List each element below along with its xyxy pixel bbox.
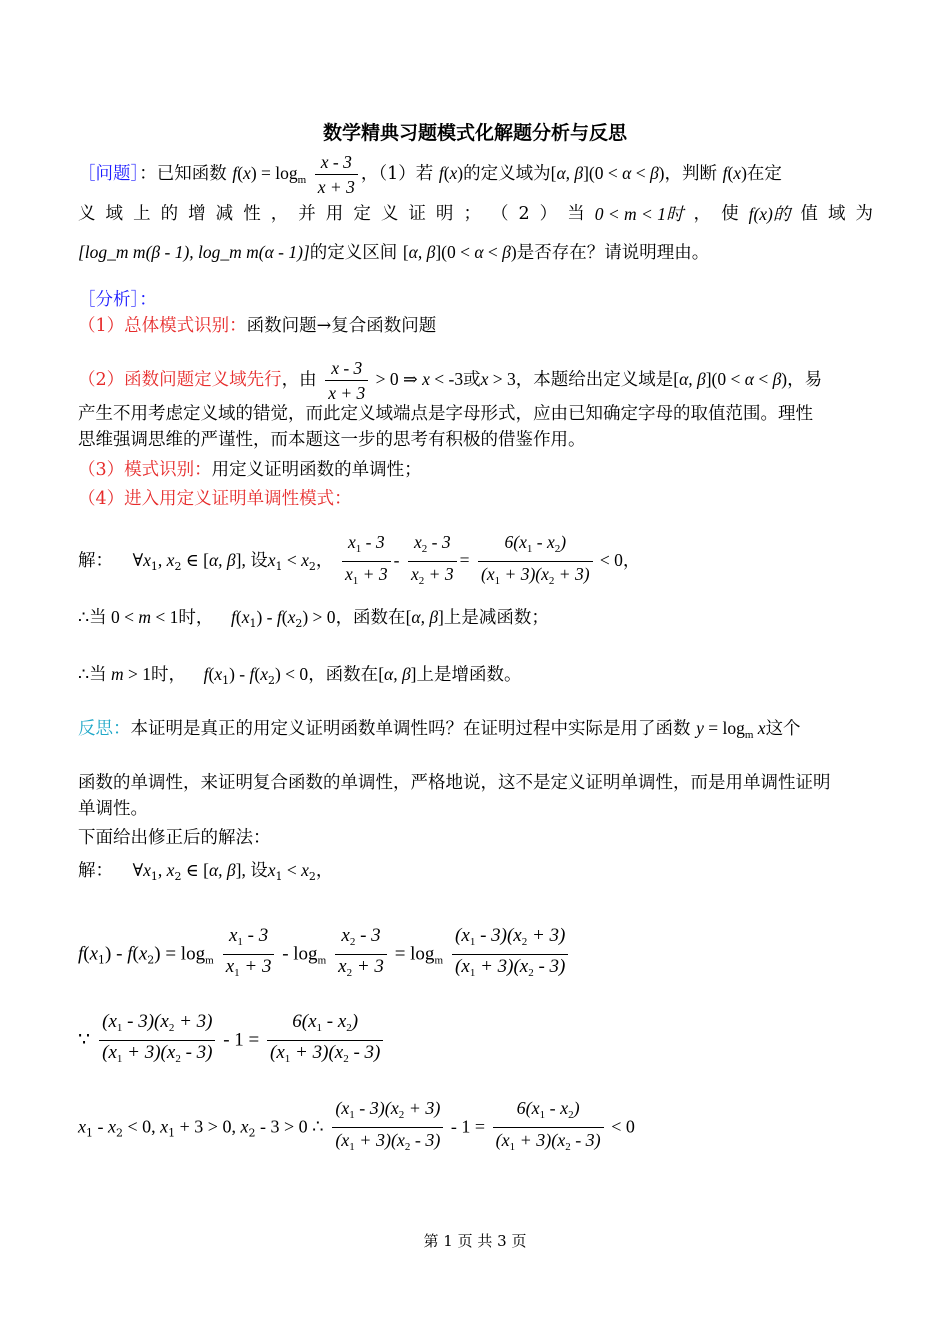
reflection-line-4: 下面给出修正后的解法： bbox=[78, 828, 271, 848]
analysis-item-2: （2）函数问题定义域先行，由 $\frac{x - 3}{x + 3}$ > 0 ⇒ x < -3或x > 3，本题给出定义域是[α, β](0 < α < β)，易 bbox=[78, 358, 823, 403]
page-title: 数学精典习题模式化解题分析与反思 bbox=[322, 122, 627, 144]
analysis-item-2-line-3: 思维强调思维的严谨性，而本题这一步的思考有积极的借鉴作用。 bbox=[78, 430, 586, 450]
formula-fraction: $\frac{x - 3}{x + 3}$ bbox=[315, 150, 358, 199]
solution-2-line-1: 解： $\forall x_1$, $x_2$ ∈ [α, β], 设$x_1 < x_2$， bbox=[78, 860, 334, 883]
solution-1-case-2: ∴当 m > 1时， $f(x_1) - f(x_2) < 0$，函数在[α, β]上是增函数。 bbox=[78, 664, 522, 687]
reflection-label: 反思： bbox=[78, 719, 131, 739]
problem-line-2: 义 域 上 的 增 减 性 ， 并 用 定 义 证 明 ； （ 2 ） 当 0 < m < 1时 ， 使 f(x)的 值 域 为 bbox=[78, 204, 873, 224]
solution-2-equation-3: $x_1 - x_2 < 0$, $x_1 + 3 > 0$, $x_2 - 3 > 0$ ∴ $\frac{(x_1 - 3)(x_2 + 3)}{(x_1 + 3)(x_2 - 3)}$ - 1 = $\frac{6(x_1 - x_2)}{(x_1 + 3)(x_2 - 3)}$ < 0 bbox=[78, 1096, 635, 1159]
analysis-label: ［分析］： bbox=[78, 290, 157, 310]
problem-label: ［问题］ bbox=[78, 164, 140, 184]
solution-2-equation-1: $f(x_1) - f(x_2) = \log_m$ $\frac{x_1 - 3}{x_1 + 3}$ - $\log_m$ $\frac{x_2 - 3}{x_2 + 3}$ = $\log_m$ $\frac{(x_1 - 3)(x_2 + 3)}{(x_1 + 3)(x_2 - 3)}$ bbox=[78, 924, 571, 985]
reflection-line-1: 反思：本证明是真正的用定义证明函数单调性吗？在证明过程中实际是用了函数 $y = \log_m x$这个 bbox=[78, 718, 801, 741]
problem-line-3: [log_m m(β - 1), log_m m(α - 1)]的定义区间 [α, β](0 < α < β)是否存在？请说明理由。 bbox=[78, 242, 710, 263]
reflection-line-3: 单调性。 bbox=[78, 799, 148, 819]
analysis-item-4: （4）进入用定义证明单调性模式： bbox=[78, 489, 352, 509]
analysis-item-2-line-2: 产生不用考虑定义域的错觉，而此定义域端点是字母形式，应由已知确定字母的取值范围。理性 bbox=[78, 404, 813, 424]
range-interval: [log_m m(β - 1), log_m m(α - 1)] bbox=[78, 242, 310, 262]
analysis-item-3: （3）模式识别：用定义证明函数的单调性； bbox=[78, 460, 422, 480]
reflection-line-2: 函数的单调性，来证明复合函数的单调性，严格地说，这不是定义证明单调性，而是用单调性证明 bbox=[78, 773, 831, 793]
page-footer: 第 1 页 共 3 页 bbox=[423, 1232, 527, 1250]
solution-1-case-1: ∴当 0 < m < 1时， $f(x_1) - f(x_2) > 0$，函数在[α, β]上是减函数； bbox=[78, 607, 549, 630]
problem-line-1: ［问题］：已知函数 $f(x) = \log_m$ $\frac{x - 3}{x + 3}$ ，（1）若 f(x)的定义域为[α, β](0 < α < β)，判断 f(x)在定 bbox=[78, 152, 782, 197]
solution-1-line-1: 解： $\forall x_1$, $x_2$ ∈ [α, β], 设$x_1 < x_2$， $\frac{x_1 - 3}{x_1 + 3}$ - $\frac{x_2 - 3}{x_2 + 3}$ = $\frac{6(x_1 - x_2)}{(x_1 + 3)(x_2 + 3)}$ < 0， bbox=[78, 530, 640, 593]
analysis-item-1: （1）总体模式识别：函数问题→复合函数问题 bbox=[78, 316, 437, 336]
solution-2-equation-2: ∵ $\frac{(x_1 - 3)(x_2 + 3)}{(x_1 + 3)(x_2 - 3)}$ - 1 = $\frac{6(x_1 - x_2)}{(x_1 + 3)(x_2 - 3)}$ bbox=[78, 1010, 386, 1071]
